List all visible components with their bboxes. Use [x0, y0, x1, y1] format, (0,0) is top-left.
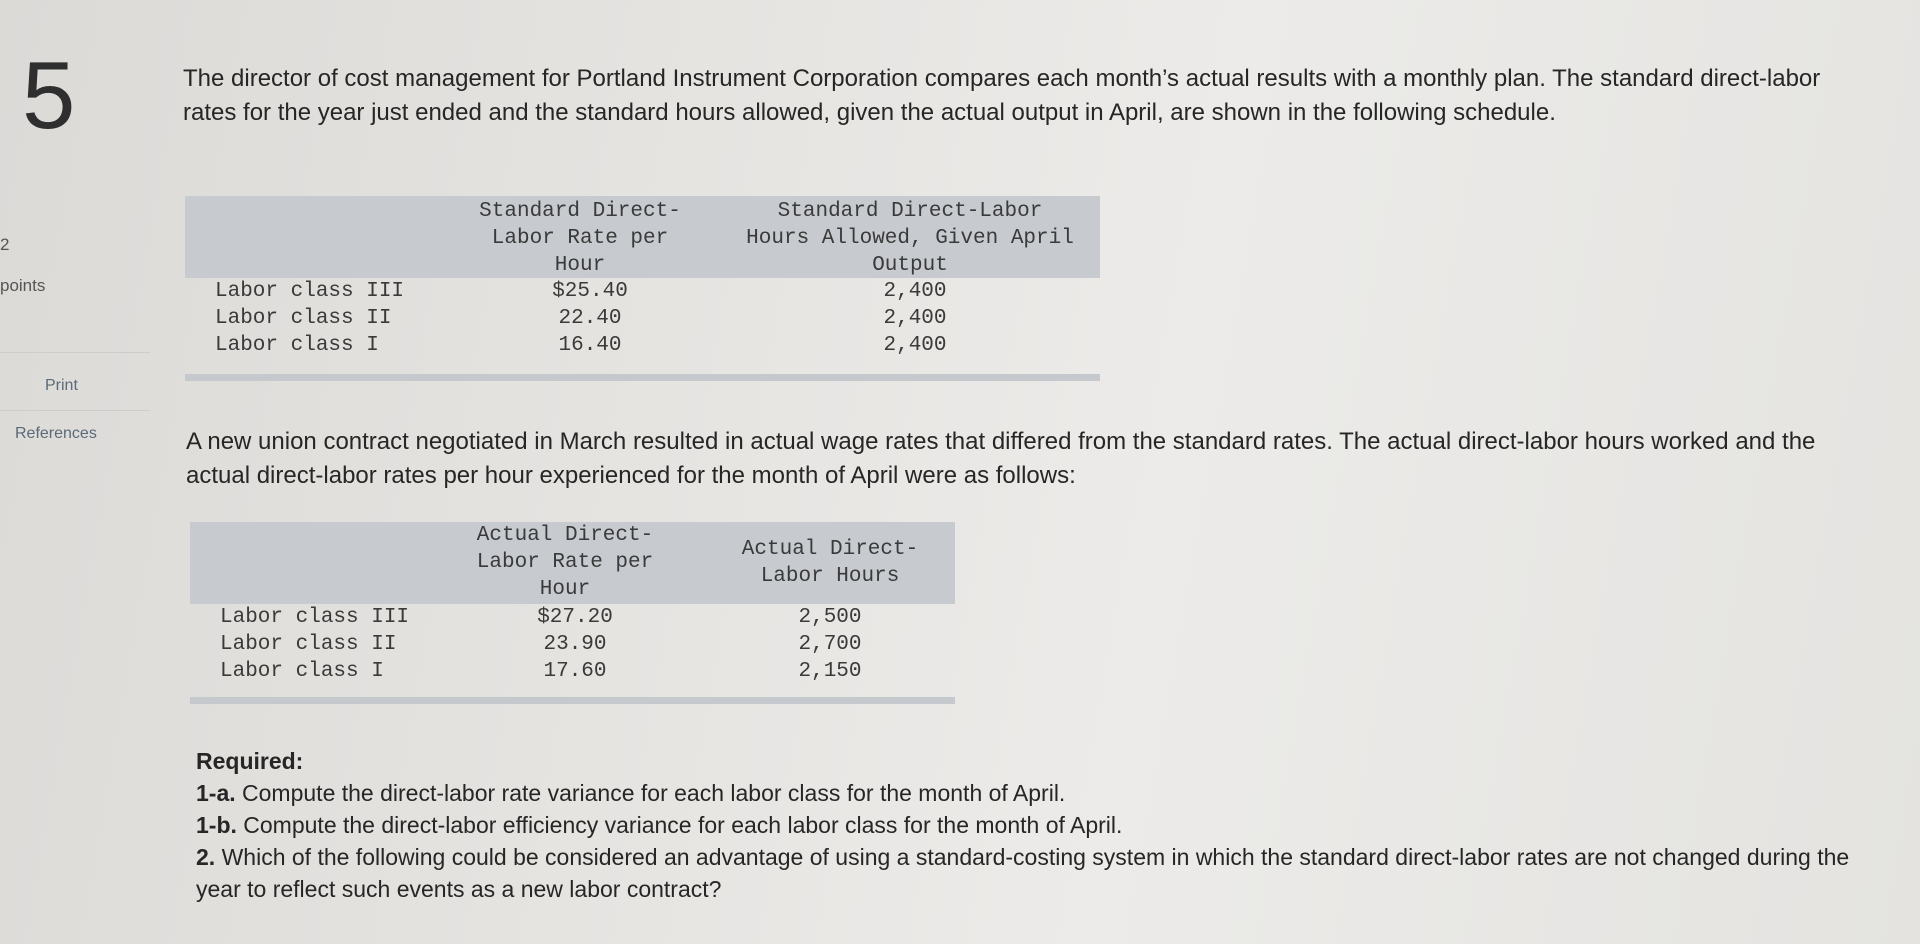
required-item — [196, 809, 1886, 841]
column-header-actual-hours: Actual Direct- Labor Hours — [741, 538, 919, 588]
required-section — [196, 745, 1886, 905]
required-item-number: 1-a. — [196, 780, 236, 806]
hours-value: 2,400 — [883, 334, 947, 357]
table-bottom-rule — [190, 697, 955, 704]
hours-value: 2,700 — [798, 633, 862, 656]
print-link[interactable]: Print — [45, 377, 78, 394]
row-label: Labor class II — [215, 307, 392, 330]
hours-value: 2,400 — [883, 280, 947, 303]
column-header-standard-hours: Standard Direct-Labor Hours Allowed, Given April Output — [746, 200, 1074, 277]
points-value: 2 — [0, 235, 10, 254]
intro-paragraph: The director of cost management for Portland Instrument Corporation compares each month’s actual results with a monthly plan. The standard direct-labor rates for the year just ended and the standard hours allowed, given the actual output in April, are shown in the following schedule. — [183, 65, 1821, 126]
points-label: points — [0, 276, 46, 295]
union-contract-paragraph: A new union contract negotiated in March resulted in actual wage rates that differed from the standard rates. The actual direct-labor hours worked and the actual direct-labor rates per hour experienced for the month of April were as follows: — [186, 428, 1816, 489]
references-link[interactable]: References — [15, 425, 97, 442]
table-bottom-rule — [185, 374, 1100, 381]
required-title: Required: — [196, 748, 304, 774]
hours-value: 2,400 — [883, 307, 947, 330]
row-label: Labor class I — [215, 334, 379, 357]
rate-value: 16.40 — [558, 334, 622, 357]
rate-value: 23.90 — [543, 633, 607, 656]
row-label: Labor class III — [220, 606, 410, 629]
sidebar-divider — [0, 410, 150, 411]
sidebar-divider — [0, 352, 150, 353]
standard-rates-table — [185, 196, 1100, 386]
required-item-number: 2. — [196, 844, 216, 870]
row-label: Labor class I — [220, 660, 384, 683]
rate-value: $27.20 — [537, 606, 613, 629]
rate-value: 22.40 — [558, 307, 622, 330]
hours-value: 2,150 — [798, 660, 862, 683]
column-header-standard-rate: Standard Direct- Labor Rate per Hour — [479, 200, 681, 277]
column-header-actual-rate: Actual Direct- Labor Rate per Hour — [476, 524, 654, 601]
required-item-text: Compute the direct-labor efficiency variance for each labor class for the month of April. — [236, 812, 1123, 838]
rate-value: 17.60 — [543, 660, 607, 683]
rate-value: $25.40 — [552, 280, 628, 303]
actual-rates-table — [190, 522, 955, 707]
hours-value: 2,500 — [798, 606, 862, 629]
question-number: 5 — [22, 42, 76, 149]
required-item-text: Compute the direct-labor rate variance for each labor class for the month of April. — [235, 780, 1066, 806]
required-item-number: 1-b. — [196, 812, 237, 838]
row-label: Labor class III — [215, 280, 405, 303]
required-item-text: Which of the following could be considered an advantage of using a standard-costing system in which the standard direct-labor rates are not changed during the year to reflect such events as a new labor contract? — [196, 844, 1850, 902]
required-item — [196, 841, 1886, 905]
required-item — [196, 777, 1886, 809]
row-label: Labor class II — [220, 633, 397, 656]
